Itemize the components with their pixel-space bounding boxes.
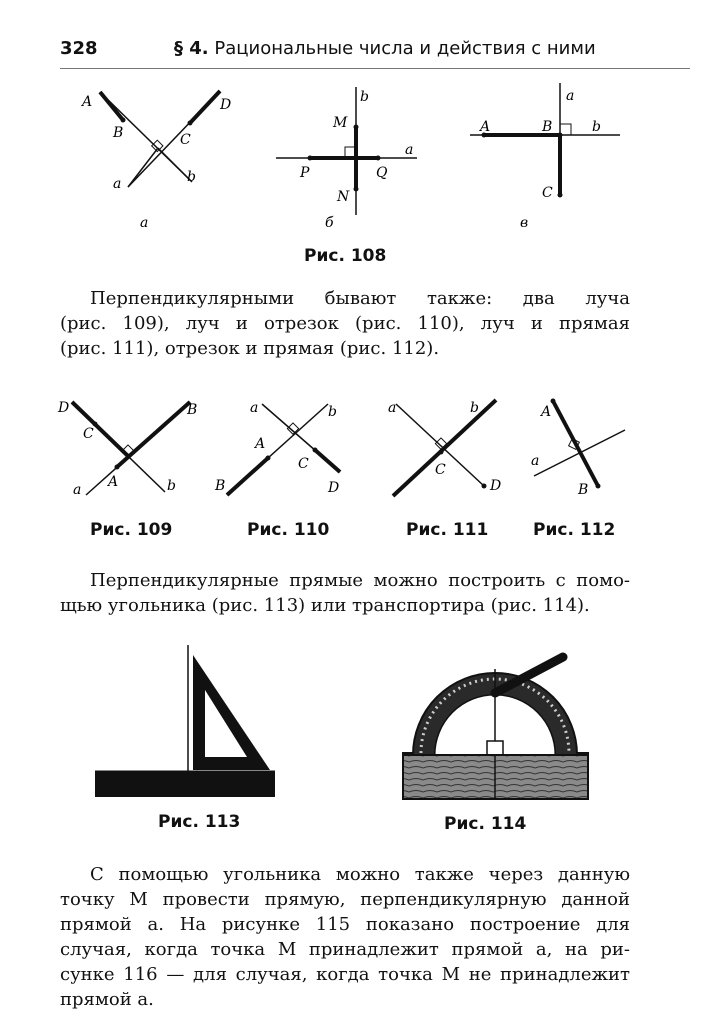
figures-109-112 <box>50 390 650 510</box>
fig108-v-label-B: B <box>542 119 553 135</box>
fig108-sub-a: а <box>140 215 149 231</box>
page-header <box>60 34 690 69</box>
fig110-label-C: C <box>298 456 309 472</box>
paragraph-3-line-2: точку M провести прямую, перпендикулярную данной <box>60 889 630 910</box>
fig111-label-C: C <box>435 462 446 478</box>
fig109-label-a: a <box>73 482 82 498</box>
paragraph-2 <box>60 568 630 618</box>
figure-114 <box>395 645 595 810</box>
fig108-a-label-C: C <box>180 132 191 148</box>
caption-fig-112: Рис. 112 <box>533 520 616 540</box>
section-title-text: Рациональные числа и действия с ними <box>214 38 596 59</box>
paragraph-3 <box>60 862 630 1012</box>
fig108-b-label-P: P <box>300 165 310 181</box>
page-number: 328 <box>60 38 98 59</box>
fig109-label-A: A <box>108 474 119 490</box>
figure-111 <box>388 400 501 496</box>
paragraph-1-line-2: (рис. 109), луч и отрезок (рис. 110), луч и прямая <box>60 313 630 334</box>
fig108-a-label-B: B <box>113 125 124 141</box>
fig110-label-b: b <box>328 404 337 420</box>
paragraph-3-line-3: прямой a. На рисунке 115 показано построение для <box>60 914 630 935</box>
paragraph-3-line-6: прямой a. <box>60 989 154 1010</box>
figure-108-b <box>276 87 417 231</box>
caption-fig-113: Рис. 113 <box>158 812 241 832</box>
fig112-label-B: B <box>578 482 589 498</box>
fig108-a-label-A: A <box>82 94 93 110</box>
section-title <box>174 38 596 59</box>
fig110-label-a: a <box>250 400 259 416</box>
fig108-b-label-N: N <box>337 189 350 205</box>
fig108-sub-v: в <box>520 215 529 231</box>
fig109-label-D: D <box>58 400 70 416</box>
fig112-label-a: a <box>531 453 540 469</box>
paragraph-2-line-1: Перпендикулярные прямые можно построить с помо- <box>90 570 630 591</box>
fig111-label-D: D <box>490 478 502 494</box>
paragraph-3-line-5: сунке 116 — для случая, когда точка M не принадлежит <box>60 964 630 985</box>
figure-113 <box>95 635 280 805</box>
caption-fig-109: Рис. 109 <box>90 520 173 540</box>
caption-fig-114: Рис. 114 <box>444 814 527 834</box>
paragraph-1-line-3: (рис. 111), отрезок и прямая (рис. 112). <box>60 338 440 359</box>
section-label: § 4. <box>174 38 209 59</box>
paragraph-1-line-1: Перпендикулярными бывают также: два луча <box>90 288 630 309</box>
figure-110 <box>214 400 340 496</box>
figure-112 <box>531 399 625 499</box>
figure-109 <box>57 400 197 498</box>
fig108-v-label-a: a <box>566 88 575 104</box>
fig108-a-label-D: D <box>220 97 232 113</box>
fig108-b-label-a: a <box>405 142 414 158</box>
caption-fig-108: Рис. 108 <box>304 246 387 266</box>
caption-fig-111: Рис. 111 <box>406 520 489 540</box>
paragraph-2-line-2: щью угольника (рис. 113) или транспортира (рис. 114). <box>60 595 590 616</box>
fig110-label-A: A <box>255 436 266 452</box>
fig108-b-label-Q: Q <box>376 165 388 181</box>
paragraph-3-line-4: случая, когда точка M принадлежит прямой a, на ри- <box>60 939 630 960</box>
fig108-v-label-A: A <box>480 119 491 135</box>
fig110-label-D: D <box>328 480 340 496</box>
fig108-sub-b: б <box>325 215 334 231</box>
fig111-label-b: b <box>470 400 479 416</box>
fig111-label-a: a <box>388 400 397 416</box>
fig108-a-label-a: a <box>113 176 122 192</box>
paragraph-1 <box>60 286 630 361</box>
figure-108-v <box>470 83 620 231</box>
fig108-b-label-M: M <box>333 115 348 131</box>
fig112-label-A: A <box>541 404 552 420</box>
fig108-b-label-b: b <box>360 89 369 105</box>
fig108-a-label-b: b <box>187 169 196 185</box>
fig110-label-B: B <box>215 478 226 494</box>
fig109-label-B: B <box>187 402 198 418</box>
fig109-label-b: b <box>167 478 176 494</box>
fig108-v-label-C: C <box>542 185 553 201</box>
figure-108 <box>60 75 680 240</box>
paragraph-3-line-1: С помощью угольника можно также через данную <box>90 864 630 885</box>
fig109-label-C: C <box>83 426 94 442</box>
fig108-v-label-b: b <box>592 119 601 135</box>
figure-108-a <box>80 91 231 231</box>
caption-fig-110: Рис. 110 <box>247 520 330 540</box>
